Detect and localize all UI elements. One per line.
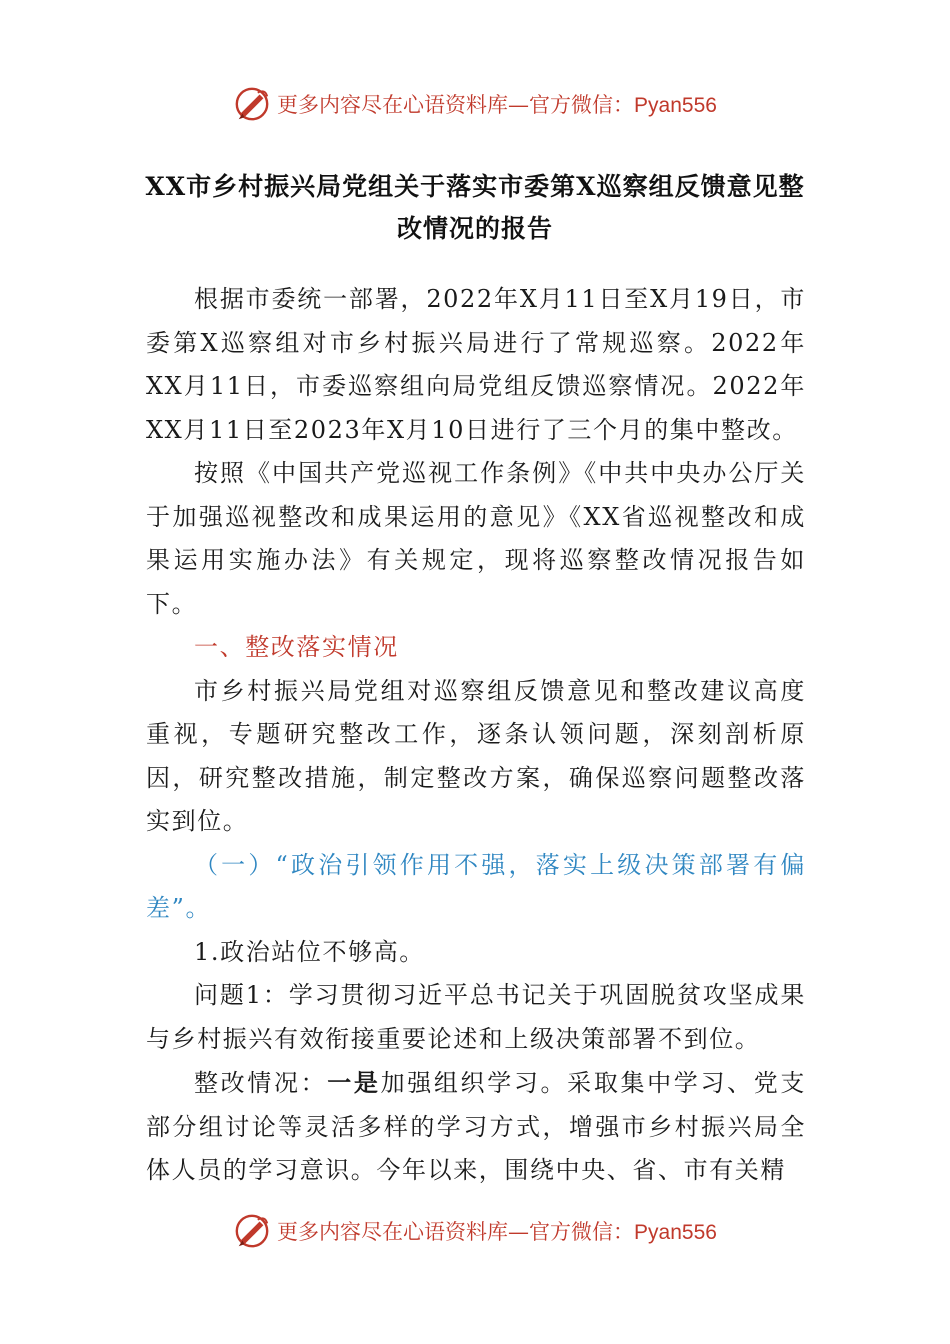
paragraph-problem-1: 问题1：学习贯彻习近平总书记关于巩固脱贫攻坚成果与乡村振兴有效衔接重要论述和上级决策部署不到位。 [146,981,806,1053]
brand-banner-top [0,84,950,124]
title-line-2: 改情况的报告 [396,214,553,243]
paragraph-rectification [146,1061,806,1193]
pen-logo-icon [233,85,271,123]
document-body [146,278,806,1193]
pen-logo-icon [233,1212,271,1250]
subsection-heading-1: （一）“政治引领作用不强，落实上级决策部署有偏差”。 [146,850,806,922]
brand-label: 更多内容尽在心语资料库—官方微信： [277,1220,635,1244]
brand-text [277,1216,717,1246]
brand-wechat-id: Pyan556 [634,94,717,117]
paragraph-intro: 根据市委统一部署，2022年X月11日至X月19日，市委第X巡察组对市乡村振兴局进行了常规巡察。2022年XX月11日，市委巡察组向局党组反馈巡察情况。2022年XX月11日至2023年X月10日进行了三个月的集中整改。 [146,285,806,444]
paragraph-overview: 市乡村振兴局党组对巡察组反馈意见和整改建议高度重视，专题研究整改工作，逐条认领问题，深刻剖析原因，研究整改措施，制定整改方案，确保巡察问题整改落实到位。 [146,676,806,835]
rectification-point-1: 一是 [327,1068,381,1097]
document-title [140,166,810,250]
rectification-text: 加强组织学习。采取集中学习、党支部分组讨论等灵活多样的学习方式，增强市乡村振兴局全体人员的学习意识。今年以来，围绕中央、省、市有关精 [146,1069,807,1184]
paragraph-basis: 按照《中国共产党巡视工作条例》《中共中央办公厅关于加强巡视整改和成果运用的意见》《XX省巡视整改和成果运用实施办法》有关规定，现将巡察整改情况报告如下。 [146,459,806,618]
title-line-1: XX市乡村振兴局党组关于落实市委第X巡察组反馈意见整 [145,172,805,201]
brand-text [277,89,717,119]
section-heading-1: 一、整改落实情况 [194,633,399,661]
brand-banner-bottom [0,1211,950,1251]
item-heading-1: 1.政治站位不够高。 [194,937,425,966]
brand-label: 更多内容尽在心语资料库—官方微信： [277,93,635,117]
rectification-lead: 整改情况： [194,1069,328,1097]
brand-wechat-id: Pyan556 [634,1221,717,1244]
